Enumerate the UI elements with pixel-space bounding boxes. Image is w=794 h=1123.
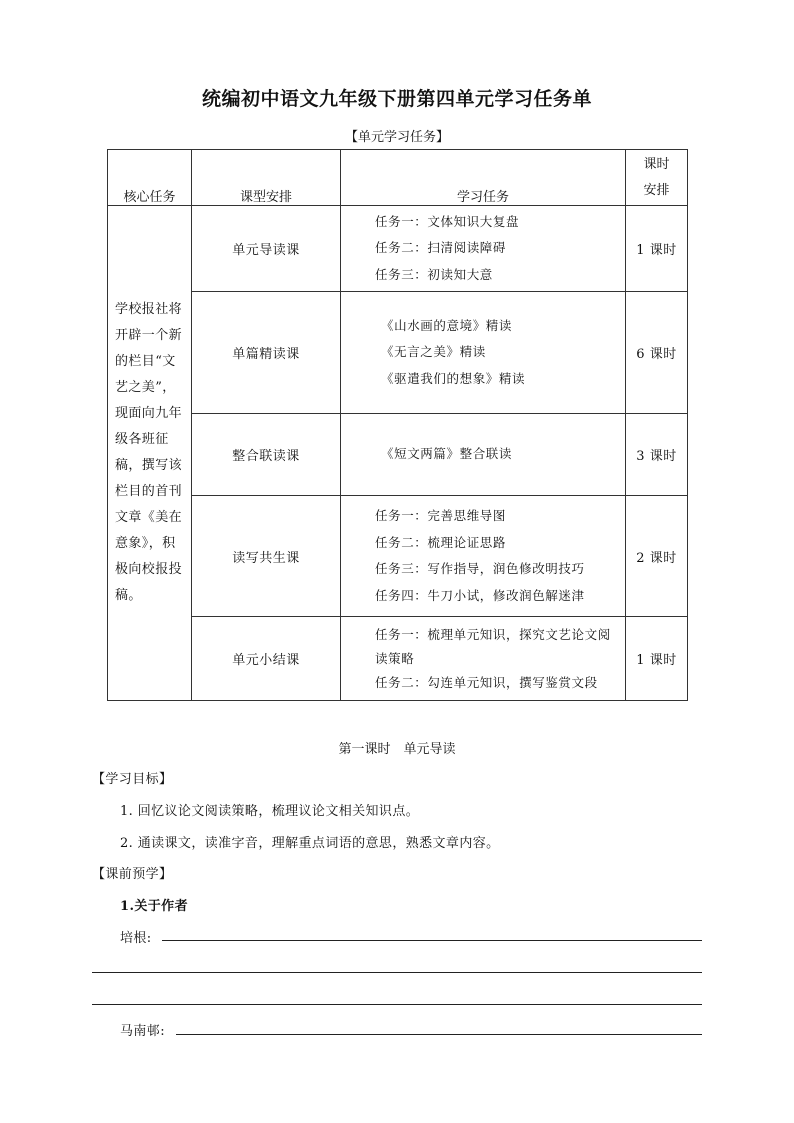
header-hours-line2: 安排	[643, 182, 670, 198]
preview-heading: 【课前预学】	[92, 867, 173, 882]
task-item: 任务二：勾连单元知识，撰写鉴赏文段	[375, 674, 598, 690]
task-item: 任务二：扫清阅读障碍	[375, 240, 507, 256]
task-item: 任务二：梳理论证思路	[375, 534, 507, 550]
task-item: 《无言之美》精读	[381, 344, 486, 360]
task-item: 任务一：完善思维导图	[375, 508, 507, 523]
task-item: 任务一：梳理单元知识，探究文艺论文阅读策略	[375, 626, 611, 666]
hours-cell: 1 课时	[626, 206, 688, 292]
goals-heading: 【学习目标】	[92, 772, 173, 787]
table-row	[108, 206, 688, 292]
header-hours-line1: 课时	[643, 156, 670, 172]
author1-answer-line[interactable]	[162, 940, 702, 941]
hours-cell: 3 课时	[626, 414, 688, 496]
table-row	[108, 292, 688, 414]
author1-label: 培根:	[120, 931, 152, 946]
answer-line[interactable]	[92, 1004, 702, 1005]
table-row	[108, 414, 688, 496]
task-list-cell	[341, 292, 626, 414]
course-type-cell: 单元导读课	[192, 206, 341, 292]
goal-item: 1. 回忆议论文阅读策略，梳理议论文相关知识点。	[120, 804, 420, 819]
unit-task-table	[107, 149, 688, 701]
table-header-row	[108, 150, 688, 206]
about-author-heading: 1.关于作者	[120, 899, 188, 914]
hours-cell: 6 课时	[626, 292, 688, 414]
course-type-cell: 单元小结课	[192, 617, 341, 701]
answer-line[interactable]	[92, 972, 702, 973]
table-subtitle: 【单元学习任务】	[344, 130, 449, 145]
author2-answer-line[interactable]	[176, 1034, 702, 1035]
course-type-cell: 读写共生课	[192, 496, 341, 617]
course-type-cell: 整合联读课	[192, 414, 341, 496]
core-task-cell: 学校报社将开辟一个新的栏目“文艺之美”，现面向九年级各班征稿，撰写该栏目的首刊文章《美在意象》，积极向校报投稿。	[108, 206, 192, 701]
task-list-cell	[341, 206, 626, 292]
task-list-cell	[341, 617, 626, 701]
hours-cell: 2 课时	[626, 496, 688, 617]
task-item: 《驱遣我们的想象》精读	[381, 370, 526, 386]
task-item: 任务一：文体知识大复盘	[375, 213, 520, 229]
header-hours	[626, 150, 688, 206]
task-item: 任务三：初读知大意	[375, 266, 493, 282]
hours-cell: 1 课时	[626, 617, 688, 701]
task-item: 任务三：写作指导，润色修改明技巧	[375, 561, 585, 576]
author2-label: 马南邨:	[120, 1024, 165, 1039]
header-core-task: 核心任务	[108, 150, 192, 206]
document-title: 统编初中语文九年级下册第四单元学习任务单	[201, 88, 592, 110]
task-item: 任务四：牛刀小试，修改润色解迷津	[375, 587, 585, 603]
goal-item: 2. 通读课文，读准字音，理解重点词语的意思，熟悉文章内容。	[120, 836, 500, 851]
course-type-cell: 单篇精读课	[192, 292, 341, 414]
header-course-type: 课型安排	[192, 150, 341, 206]
lesson-title: 第一课时 单元导读	[338, 742, 456, 757]
table-row	[108, 617, 688, 701]
task-item: 《山水画的意境》精读	[381, 317, 513, 333]
task-list-cell	[341, 414, 626, 496]
table-row	[108, 496, 688, 617]
header-learning-tasks: 学习任务	[341, 150, 626, 206]
task-list-cell	[341, 496, 626, 617]
task-item: 《短文两篇》整合联读	[381, 446, 513, 462]
